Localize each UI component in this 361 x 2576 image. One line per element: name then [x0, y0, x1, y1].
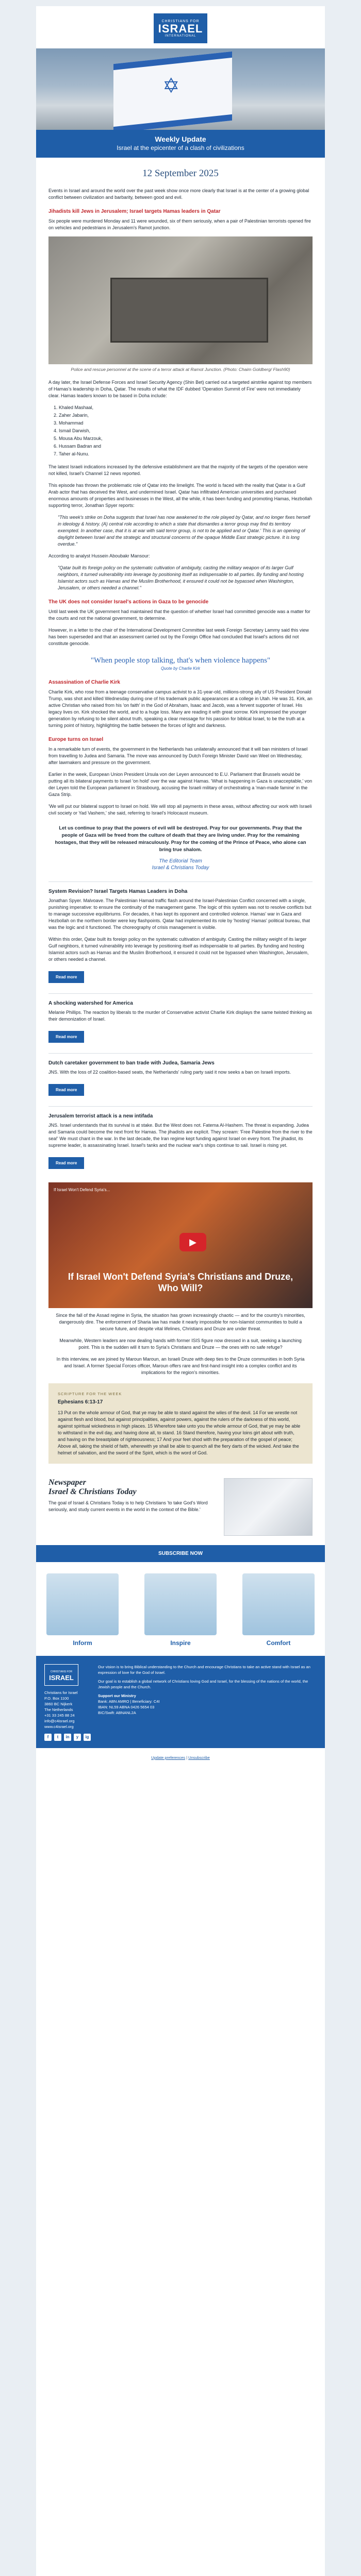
list-item: 7. Taher al-Nunu. — [59, 451, 313, 457]
unsubscribe-link[interactable]: Unsubscribe — [188, 1755, 210, 1760]
banner-subtitle: Israel at the epicenter of a clash of civilizations — [117, 144, 244, 151]
logo-big-text: ISRAEL — [158, 22, 203, 35]
footer-bank-1: Bank: ABN AMRO | Beneficiary: C4I — [98, 1699, 160, 1704]
list-item: 1. Khaled Mashaal, — [59, 404, 313, 411]
list-item: 4. Ismail Darwish, — [59, 428, 313, 434]
newspaper-body: The goal of Israel & Christians Today is to help Christians 'to take God's Word seriously, and study current events in the world in the context of the Bible.' — [48, 1500, 208, 1512]
pillars — [36, 1573, 325, 1656]
footer-support-title: Support our Ministry — [98, 1693, 136, 1698]
scripture-reference: Ephesians 6:13-17 — [58, 1399, 103, 1405]
pillar-image — [46, 1573, 119, 1635]
attack-paragraph-2: A day later, the Israel Defense Forces and Israel Security Agency (Shin Bet) carried out a targeted airstrike against top members of Hamas's leadership in Doha, Qatar. The results of what the IDF dubbed 'Operation Summit of Fire' were not immediately clear. Hamas leaders known to be based in Doha include: — [48, 380, 312, 398]
social-links — [44, 1734, 91, 1741]
pillar-label: Comfort — [266, 1639, 291, 1647]
subscribe-button[interactable]: SUBSCRIBE NOW — [36, 1545, 325, 1562]
footer-web[interactable]: www.c4israel.org — [44, 1724, 74, 1729]
europe-paragraph-3: 'We will put our bilateral support to Israel on hold. We will stop all payments in these areas, without affecting our work with Israeli civil society or Yad Vashem,' she said, referring to Israel's Holocaust museum. — [48, 804, 312, 816]
news-body: JNS. Israel understands that its survival is at stake. But the West does not. Fatema Al-Hashem. The threat is expanding. Judea and Samaria could become the next front for Hamas. The jihadists are explicit. They scream: 'Free Palestine from the river to the sea!' We must chant in the war. In the last decade, the Iran regime kept funding against Israel on every front. The jihadist, its supreme leader, is assassinating Israel. Israel's tanks and the nuclear war's ships continue to sail. Israel is rising yet. — [48, 1123, 313, 1148]
news-item — [48, 993, 313, 1050]
attack-paragraph-5: According to analyst Hussein Aboubakr Mansour: — [48, 553, 150, 558]
list-item: 5. Mousa Abu Marzouk, — [59, 435, 313, 442]
logo-area — [36, 6, 325, 48]
pillar-comfort — [242, 1573, 315, 1647]
video-paragraph-3: In this interview, we are joined by Maroun Maroun, an Israeli Druze with deep ties to the Druze communities in both Syria and Israel. A former Special Forces officer, Maroun offers rare and first-hand insight into a complex conflict and its implications for the region's minorities. — [56, 1357, 305, 1375]
attack-photo — [48, 236, 313, 364]
scripture-box — [48, 1383, 313, 1464]
main-content — [36, 188, 325, 1545]
read-more-button[interactable]: Read more — [48, 971, 84, 983]
video-paragraph-1: Since the fall of the Assad regime in Syria, the situation has grown increasingly chaotic — and for the country's minorities, dangerously dire. The enforcement of Sharia law has made it nearly impossible for non-Islamist communities to build a secure future, and despite vital lifelines, Christians and Druze are under threat. — [56, 1313, 305, 1331]
list-item: 6. Hussam Badran and — [59, 443, 313, 450]
kirk-paragraph: Charlie Kirk, who rose from a teenage conservative campus activist to a 31-year-old, millions-strong ally of US President Donald Trump, was shot and killed Wednesday during one of his trademark public appearances at a college in Utah. He was 31. Kirk, an active Christian who raised from his 'on faith' in the God of Abraham, Isaac and Jacob, was a fervent supporter of Israel. His legacy lives on. Kirk shocked the world, and to a huge loss. Many are reading it with great sorrow. Kirk impressed the younger generation by refusing to be silent about truth, speaking a clear message for his passion for biblical Israel, to be the truth at a turning point of history, highlighting the battle between the forces of light and darkness. — [48, 689, 313, 728]
footer-mission-2: Our goal is to establish a global network of Christians loving God and Israel, for the blessing of the nations of the world, the Jewish people and the Church. — [98, 1679, 308, 1689]
video-paragraph-2: Meanwhile, Western leaders are now dealing hands with former ISIS figure now dressed in a suit, seeking a launching point. This is the sudden will it turn to Syria's Christians and Druze — the ones with no safe refuge? — [59, 1338, 302, 1350]
header-banner — [36, 130, 325, 158]
footer-email[interactable]: info@c4israel.org — [44, 1719, 75, 1723]
newspaper-title-2: Israel & Christians Today — [48, 1487, 137, 1496]
facebook-icon[interactable]: f — [44, 1734, 52, 1741]
section-heading-uk: The UK does not consider Israel's actions in Gaza to be genocide — [48, 599, 209, 605]
footer-address-2: 3860 BC Nijkerk — [44, 1702, 73, 1706]
pillar-label: Inspire — [170, 1639, 191, 1647]
video-headline: If Israel Won't Defend Syria's Christians and Druze, Who Will? — [68, 1272, 293, 1293]
intro-paragraph: Events in Israel and around the world over the past week show once more clearly that Israel is at the center of a growing global conflict between civilization and barbarity, between good and evil. — [48, 188, 309, 200]
footer-bank-3: BIC/Swift: ABNANL2A — [98, 1710, 136, 1715]
banner-title: Weekly Update — [155, 135, 206, 143]
logo[interactable] — [154, 13, 207, 43]
footer-right — [98, 1664, 317, 1741]
video-tag: If Israel Won't Defend Syria's... — [54, 1188, 110, 1192]
pillar-image — [144, 1573, 217, 1635]
footer-logo[interactable] — [44, 1664, 78, 1686]
youtube-icon[interactable]: y — [74, 1734, 81, 1741]
footer-phone: +31 33 245 88 24 — [44, 1713, 75, 1718]
signature-line-2: Israel & Christians Today — [152, 865, 209, 871]
leaders-list — [59, 404, 313, 457]
news-title[interactable]: A shocking watershed for America — [48, 1001, 133, 1006]
newspaper-promo — [48, 1474, 313, 1545]
signature-line-1: The Editorial Team — [159, 858, 202, 864]
footer-address-3: The Netherlands — [44, 1707, 73, 1712]
newspaper-text — [48, 1478, 217, 1536]
news-title[interactable]: Jerusalem terrorist attack is a new intifada — [48, 1113, 153, 1119]
pull-quote-cite: Quote by Charlie Kirk — [160, 666, 201, 671]
linkedin-icon[interactable]: in — [64, 1734, 71, 1741]
pillar-inform — [46, 1573, 119, 1647]
bus-shape — [110, 278, 268, 343]
attack-paragraph-1: Six people were murdered Monday and 11 were wounded, six of them seriously, when a pair of Palestinian terrorists opened fire on vehicles and pedestrians in Jerusalem's Ramot junction. — [48, 218, 311, 230]
pillar-image — [242, 1573, 315, 1635]
twitter-icon[interactable]: t — [54, 1734, 61, 1741]
issue-date: 12 September 2025 — [142, 168, 219, 179]
news-title[interactable]: Dutch caretaker government to ban trade with Judea, Samaria Jews — [48, 1060, 215, 1066]
pull-quote: "When people stop talking, that's when violence happens" — [90, 656, 271, 665]
list-item: 2. Zaher Jabarin, — [59, 412, 313, 419]
footer-bottom — [36, 1748, 325, 1767]
photo-caption: Police and rescue personnel at the scene of a terror attack at Ramot Junction. (Photo: Chaim Goldberg/ Flash90) — [71, 367, 290, 372]
news-body: Jonathan Spyer. Malvoave. The Palestinian Hamad traffic flash around the Israel-Palestinian Conflict concerned with a single, punishing imperative: to ensure the continuity of the management game. The logic of this system was not to resolve conflicts but to manage successive equilibriums. For decades, it has kept its opponent and controlled violence. Hamas' war in Gaza and Hezbollah on the northern border were key flashpoints. Qatar had implemented its role by 'hosting' Hamas' political bureau, that was the logic and it functioned. The choreography of crisis management is visible. — [48, 898, 311, 930]
newspaper-image — [224, 1478, 313, 1536]
play-icon[interactable]: ▶ — [179, 1233, 206, 1251]
footer-org: Christians for Israel — [44, 1690, 78, 1695]
news-item — [48, 1106, 313, 1176]
news-body: Melanie Phillips. The reaction by liberals to the murder of Conservative activist Charlie Kirk displays the same twisted thinking as their demonization of Israel. — [48, 1010, 313, 1022]
logo-sub-text: INTERNATIONAL — [165, 34, 196, 38]
scripture-label: SCRIPTURE FOR THE WEEK — [58, 1392, 122, 1396]
europe-paragraph-1: In a remarkable turn of events, the government in the Netherlands has unilaterally announced that it will ban ministers of Israel from travelling to Judea and Samaria. The move was announced by Dutch Foreign Minister David van Weel on Wednesday, after lawmakers and pressure on the government. — [48, 747, 308, 765]
read-more-button[interactable]: Read more — [48, 1157, 84, 1169]
instagram-icon[interactable]: ig — [84, 1734, 91, 1741]
attack-paragraph-4: This episode has thrown the problematic role of Qatar into the limelight. The world is faced with the reality that Qatar is a Gulf Arab actor that has deceived the West, and undermined Israel. Qatar has infiltrated American universities and purchased enormous amounts of properties and businesses in the West, all the while, it has been funding and promoting Hamas, Hezbollah supporting terror, Jonathan Spyer reports: — [48, 483, 313, 508]
footer-left — [44, 1664, 91, 1741]
list-item: 3. Mohammad — [59, 420, 313, 427]
europe-paragraph-2: Earlier in the week, European Union President Ursula von der Leyen announced to E.U. Parliament that Brussels would be putting all its bilateral payments to Israel 'on hold' over the war against Hamas. 'What is happening in Gaza is unacceptable,' von der Leyen told the European parliament in Strasbourg, accusing the Israeli military of orchestrating a 'man-made famine' in the Gaza Strip. — [48, 772, 313, 797]
footer-mission: Our vision is to bring Biblical understanding to the Church and encourage Christians to take an active stand with Israel as an expression of love for the God of Israel. — [98, 1665, 310, 1675]
link-separator: | — [185, 1755, 189, 1760]
quote-mansour: "Qatar built its foreign policy on the systematic cultivation of ambiguity, casting the military weapon of its larger Gulf neighbors, it turned vulnerability into leverage by positioning itself as indispensable to all parties. By funding and hosting Islamist actors such as Hamas and the Muslim Brotherhood, it ensured it could not be bypassed when Washington, Jerusalem, or others needed a channel." — [58, 565, 304, 590]
star-of-david-icon: ✡ — [162, 75, 180, 97]
signature — [48, 858, 313, 871]
section-heading-kirk: Assassination of Charlie Kirk — [48, 680, 120, 685]
quote-spyer: "This week's strike on Doha suggests that Israel has now awakened to the role played by Qatar, and no longer fixes herself in ideology & history. (A) central role according to which a state that dismantles a terror group may find its territory exempted. In another case, that it is at war with said terror group, is not to be applied and or Qatar.' This is an opening of daylight between Israel and the strategic and structural concerns of the opaque Middle East strategic picture. It is long overdue." — [58, 515, 310, 547]
newspaper-title-1: Newspaper — [48, 1478, 86, 1487]
news-item — [48, 882, 313, 990]
attack-paragraph-3: The latest Israeli indications increased by the defensive establishment are that the majority of the targets of the operation were not killed, Israel's Channel 12 news reported. — [48, 464, 308, 476]
hero-image — [36, 48, 325, 130]
uk-paragraph-1: Until last week the UK government had maintained that the question of whether Israel had committed genocide was a matter for the courts and not the national government, to determine. — [48, 609, 310, 621]
update-preferences-link[interactable]: Update preferences — [151, 1755, 186, 1760]
section-heading-attack: Jihadists kill Jews in Jerusalem; Israel targets Hamas leaders in Qatar — [48, 209, 221, 214]
footer — [36, 1656, 325, 1748]
news-title[interactable]: System Revision? Israel Targets Hamas Leaders in Doha — [48, 889, 188, 894]
video-thumbnail[interactable] — [48, 1182, 313, 1308]
uk-paragraph-2: However, in a letter to the chair of the International Development Committee last week Foreign Secretary Lammy said this view has been superseded and that an assessment carried out by the Foreign Office had concluded that Israel's actions did not constitute genocide. — [48, 628, 309, 646]
news-body: JNS. With the loss of 22 coalition-based seats, the Netherlands' ruling party said it now seeks a ban on Israeli imports. — [48, 1070, 291, 1075]
news-body: Within this order, Qatar built its foreign policy on the systematic cultivation of ambiguity. Casting the military weight of its larger Gulf neighbors, it turned vulnerability into leverage by positioning itself as indispensable to all parties. By funding and hosting Islamist actors such as Hamas and the Muslim Brotherhood, it ensured it could not be bypassed when Washington, Jerusalem, or others needed a channel. — [48, 937, 309, 962]
email-page — [36, 0, 325, 2576]
read-more-button[interactable]: Read more — [48, 1031, 84, 1043]
pillar-inspire — [144, 1573, 217, 1647]
scripture-text: 13 Put on the whole armour of God, that ye may be able to stand against the wiles of the devil. 14 For we wrestle not against flesh and blood, but against principalities, against powers, against the rulers of the darkness of this world, against spiritual wickedness in high places. 15 Wherefore take unto you the whole armour of God, that ye may be able to withstand in the evil day, and having done all, to stand. 16 Stand therefore, having your loins girt about with truth, and having on the breastplate of righteousness; 17 And your feet shod with the preparation of the gospel of peace; Above all, taking the shield of faith, wherewith ye shall be able to quench all the fiery darts of the wicked. And take the helmet of salvation, and the sword of the Spirit, which is the word of God. — [58, 1410, 301, 1455]
logo-small-text: CHRISTIANS FOR — [161, 19, 200, 23]
prayer-text: Let us continue to pray that the powers of evil will be destroyed. Pray for our governments. Pray that the people of Gaza will be freed from the culture of death that they are living under. Pray for the remaining hostages, that they will be released miraculously. Pray for the coming of the Prince of Peace, who alone can bring true shalom. — [55, 825, 306, 853]
footer-bank-2: IBAN: NL59 ABNA 0426 5654 03 — [98, 1705, 155, 1709]
read-more-button[interactable]: Read more — [48, 1084, 84, 1096]
footer-logo-small: CHRISTIANS FOR — [50, 1670, 73, 1673]
news-item — [48, 1053, 313, 1103]
section-heading-europe: Europe turns on Israel — [48, 737, 104, 742]
pillar-label: Inform — [73, 1639, 92, 1647]
footer-logo-big: ISRAEL — [49, 1674, 74, 1682]
footer-address-1: P.O. Box 1100 — [44, 1696, 69, 1701]
top-spacer — [36, 0, 325, 6]
